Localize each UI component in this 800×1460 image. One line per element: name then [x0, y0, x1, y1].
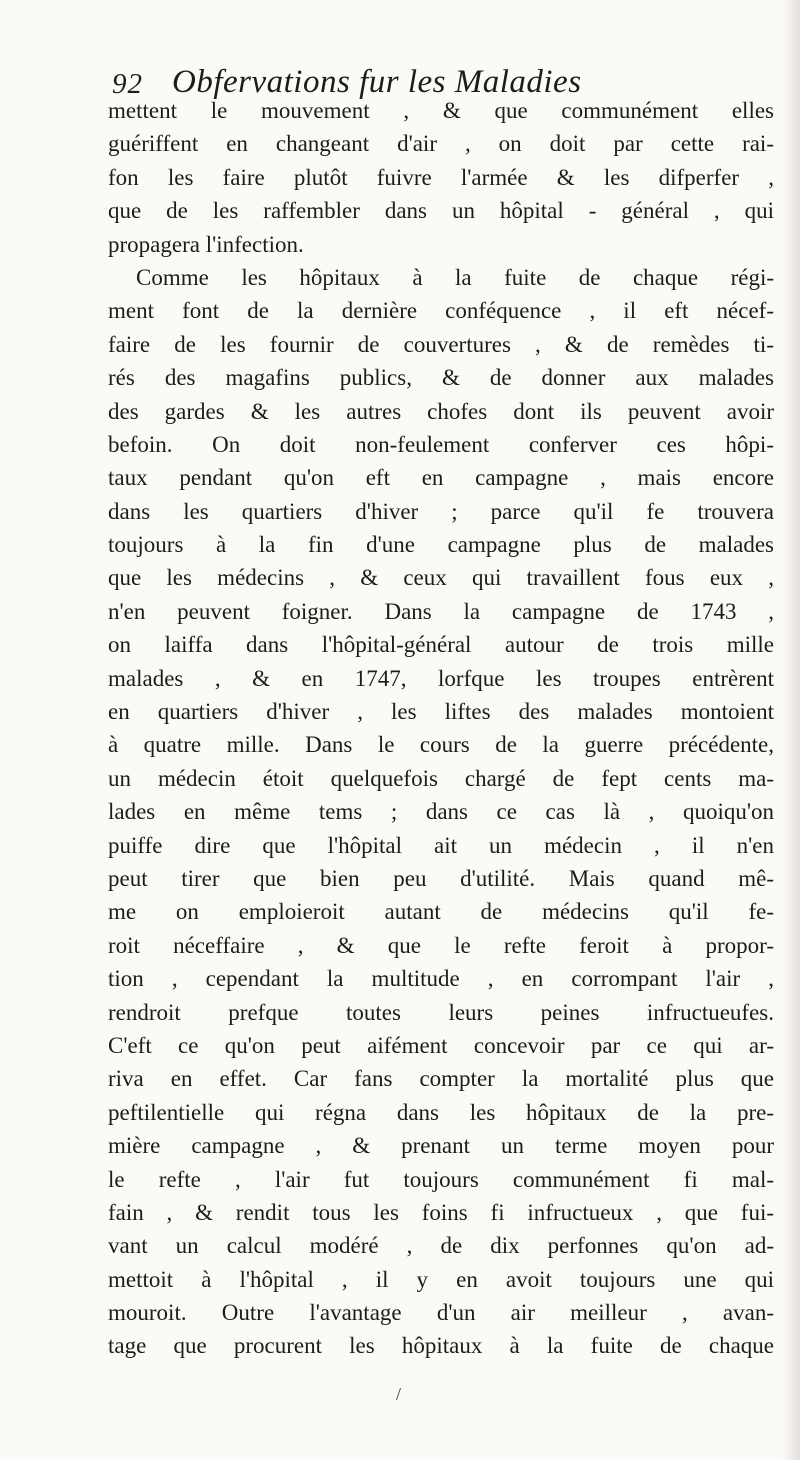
- text-line: peftilentielle qui régna dans les hôpitaux de la pre-: [108, 1099, 774, 1125]
- text-line: rés des magafins publics, & de donner aux malades: [108, 365, 774, 391]
- text-line: guériffent en changeant d'air , on doit par cette rai-: [108, 131, 774, 157]
- text-line: peut tirer que bien peu d'utilité. Mais quand mê-: [108, 865, 774, 891]
- text-line: mettoit à l'hôpital , il y en avoit toujours une qui: [108, 1266, 774, 1292]
- text-line: C'eft ce qu'on peut aifément concevoir par ce qui ar-: [108, 1032, 774, 1058]
- text-line: on laiffa dans l'hôpital-général autour de trois mille: [108, 632, 774, 658]
- text-line: fon les faire plutôt fuivre l'armée & les difperfer ,: [108, 164, 774, 190]
- body-text: [108, 94, 774, 1363]
- text-line: tage que procurent les hôpitaux à la fuite de chaque: [108, 1333, 774, 1359]
- text-line: mière campagne , & prenant un terme moyen pour: [108, 1133, 774, 1159]
- text-line: faire de les fournir de couvertures , & de remèdes ti-: [108, 331, 774, 357]
- page-number: 92: [112, 68, 143, 100]
- page-edge-shadow: [782, 0, 800, 1460]
- text-line: que de les raffembler dans un hôpital - général , qui: [108, 198, 774, 224]
- text-line: ment font de la dernière conféquence , il eft nécef-: [108, 298, 774, 324]
- text-line: puiffe dire que l'hôpital ait un médecin , il n'en: [108, 832, 774, 858]
- text-line: un médecin étoit quelquefois chargé de fept cents ma-: [108, 765, 774, 791]
- text-line: malades , & en 1747, lorfque les troupes entrèrent: [108, 665, 774, 691]
- text-line: dans les quartiers d'hiver ; parce qu'il fe trouvera: [108, 498, 774, 524]
- text-line: vant un calcul modéré , de dix perfonnes qu'on ad-: [108, 1233, 774, 1259]
- text-line: fain , & rendit tous les foins fi infructueux , que fui-: [108, 1199, 774, 1225]
- text-line: rendroit prefque toutes leurs peines infructueufes.: [108, 999, 774, 1025]
- text-line: mouroit. Outre l'avantage d'un air meilleur , avan-: [108, 1300, 774, 1326]
- text-line: toujours à la fin d'une campagne plus de malades: [108, 532, 774, 558]
- text-line: mettent le mouvement , & que communément elles: [108, 98, 774, 123]
- text-line: roit néceffaire , & que le refte feroit à propor-: [108, 932, 774, 958]
- text-line: tion , cependant la multitude , en corrompant l'air ,: [108, 966, 774, 992]
- text-line: Comme les hôpitaux à la fuite de chaque régi-: [136, 264, 774, 290]
- text-line: en quartiers d'hiver , les liftes des malades montoient: [108, 699, 774, 725]
- footer-mark: /: [396, 1384, 402, 1404]
- text-line: que les médecins , & ceux qui travaillent fous eux ,: [108, 565, 774, 591]
- text-line: propagera l'infection.: [108, 231, 304, 257]
- text-line: riva en effet. Car fans compter la mortalité plus que: [108, 1066, 774, 1092]
- text-line: taux pendant qu'on eft en campagne , mais encore: [108, 465, 774, 491]
- text-line: à quatre mille. Dans le cours de la guerre précédente,: [108, 732, 774, 758]
- text-line: n'en peuvent foigner. Dans la campagne de 1743 ,: [108, 598, 774, 624]
- text-line: le refte , l'air fut toujours communément fi mal-: [108, 1166, 774, 1192]
- running-title: Obfervations fur les Maladies: [172, 64, 582, 100]
- text-line: me on emploieroit autant de médecins qu'il fe-: [108, 899, 774, 925]
- text-line: lades en même tems ; dans ce cas là , quoiqu'on: [108, 799, 774, 825]
- text-line: des gardes & les autres chofes dont ils peuvent avoir: [108, 398, 774, 424]
- text-line: befoin. On doit non-feulement conferver ces hôpi-: [108, 431, 774, 457]
